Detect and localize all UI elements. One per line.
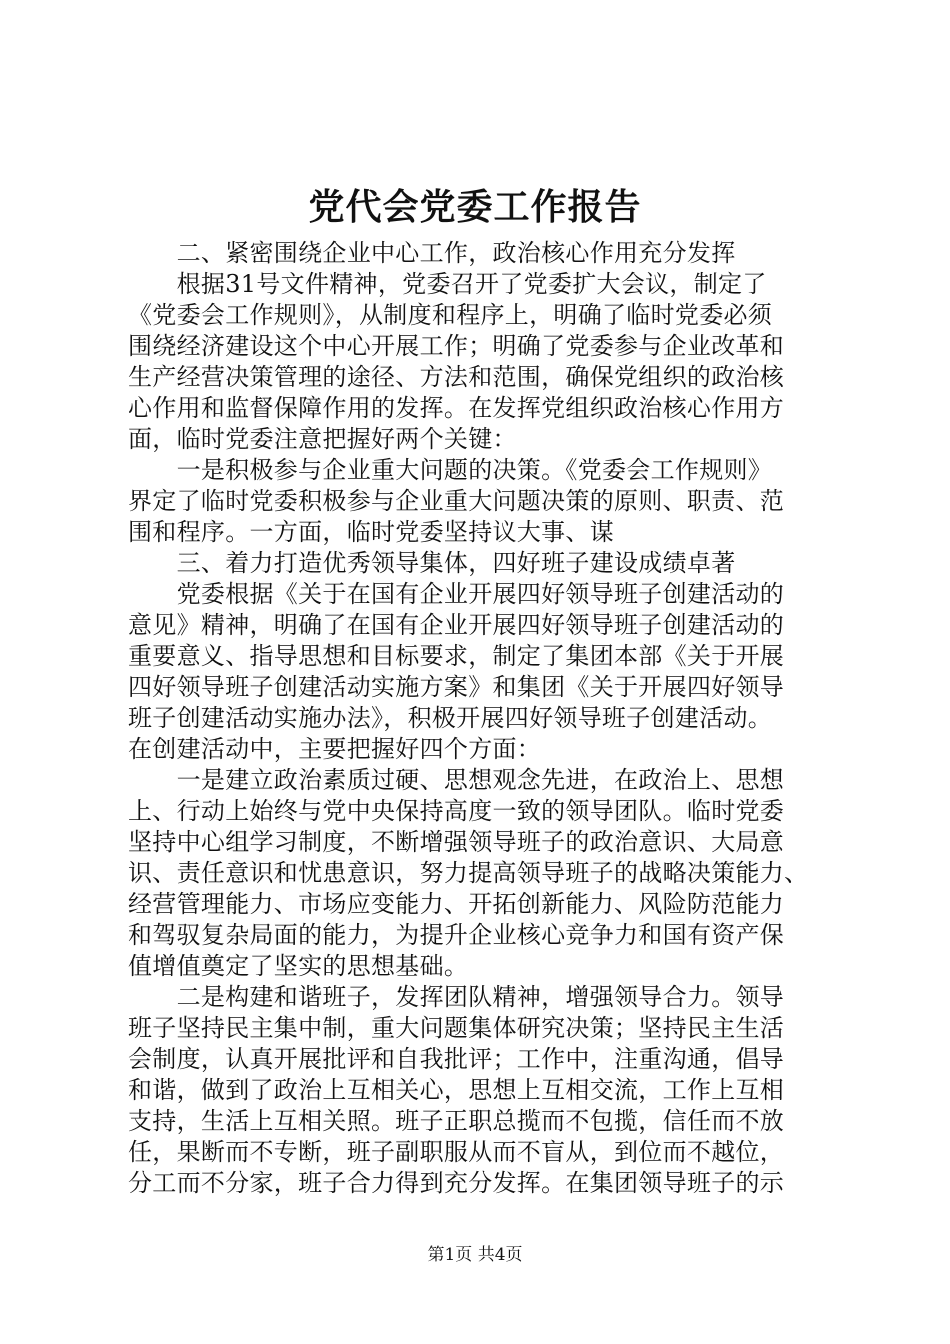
body-line: 围和程序。一方面，临时党委坚持议大事、谋 xyxy=(128,518,614,546)
body-line: 支持，生活上互相关照。班子正职总揽而不包揽，信任而不放 xyxy=(128,1107,785,1135)
body-line: 识、责任意识和忧患意识，努力提高领导班子的战略决策能力、 xyxy=(128,859,809,887)
body-line: 值增值奠定了坚实的思想基础。 xyxy=(128,952,469,980)
body-line: 一是建立政治素质过硬、思想观念先进，在政治上、思想 xyxy=(128,766,785,794)
body-line: 分工而不分家，班子合力得到充分发挥。在集团领导班子的示 xyxy=(128,1169,785,1197)
body-line: 坚持中心组学习制度，不断增强领导班子的政治意识、大局意 xyxy=(128,828,785,856)
body-line: 界定了临时党委积极参与企业重大问题决策的原则、职责、范 xyxy=(128,487,785,515)
body-line: 四好领导班子创建活动实施方案》和集团《关于开展四好领导 xyxy=(128,673,785,701)
body-line: 心作用和监督保障作用的发挥。在发挥党组织政治核心作用方 xyxy=(128,394,785,422)
body-line: 一是积极参与企业重大问题的决策。《党委会工作规则》 xyxy=(128,456,773,484)
body-line: 和驾驭复杂局面的能力，为提升企业核心竞争力和国有资产保 xyxy=(128,921,785,949)
document-body xyxy=(128,238,838,1199)
body-line: 党委根据《关于在国有企业开展四好领导班子创建活动的 xyxy=(128,580,785,608)
body-line: 三、着力打造优秀领导集体，四好班子建设成绩卓著 xyxy=(128,549,736,577)
body-line: 意见》精神，明确了在国有企业开展四好领导班子创建活动的 xyxy=(128,611,785,639)
body-line: 二、紧密围绕企业中心工作，政治核心作用充分发挥 xyxy=(128,239,736,267)
body-line: 经营管理能力、市场应变能力、开拓创新能力、风险防范能力 xyxy=(128,890,785,918)
page-footer: 第1页 共4页 xyxy=(427,1245,523,1265)
body-line: 二是构建和谐班子，发挥团队精神，增强领导合力。领导 xyxy=(128,983,785,1011)
body-line: 任，果断而不专断，班子副职服从而不盲从，到位而不越位， xyxy=(128,1138,785,1166)
body-line: 面，临时党委注意把握好两个关键： xyxy=(128,425,517,453)
body-line: 班子创建活动实施办法》，积极开展四好领导班子创建活动。 xyxy=(128,704,773,732)
body-line: 围绕经济建设这个中心开展工作；明确了党委参与企业改革和 xyxy=(128,332,785,360)
body-line: 《党委会工作规则》，从制度和程序上，明确了临时党委必须 xyxy=(128,301,773,329)
body-line: 生产经营决策管理的途径、方法和范围，确保党组织的政治核 xyxy=(128,363,785,391)
document-title: 党代会党委工作报告 xyxy=(308,186,642,228)
body-line: 根据31号文件精神，党委召开了党委扩大会议，制定了 xyxy=(128,270,767,298)
body-line: 和谐，做到了政治上互相关心，思想上互相交流，工作上互相 xyxy=(128,1076,785,1104)
body-line: 在创建活动中，主要把握好四个方面： xyxy=(128,735,542,763)
body-line: 班子坚持民主集中制，重大问题集体研究决策；坚持民主生活 xyxy=(128,1014,785,1042)
body-line: 重要意义、指导思想和目标要求，制定了集团本部《关于开展 xyxy=(128,642,785,670)
body-line: 会制度，认真开展批评和自我批评；工作中，注重沟通，倡导 xyxy=(128,1045,785,1073)
body-line: 上、行动上始终与党中央保持高度一致的领导团队。临时党委 xyxy=(128,797,785,825)
